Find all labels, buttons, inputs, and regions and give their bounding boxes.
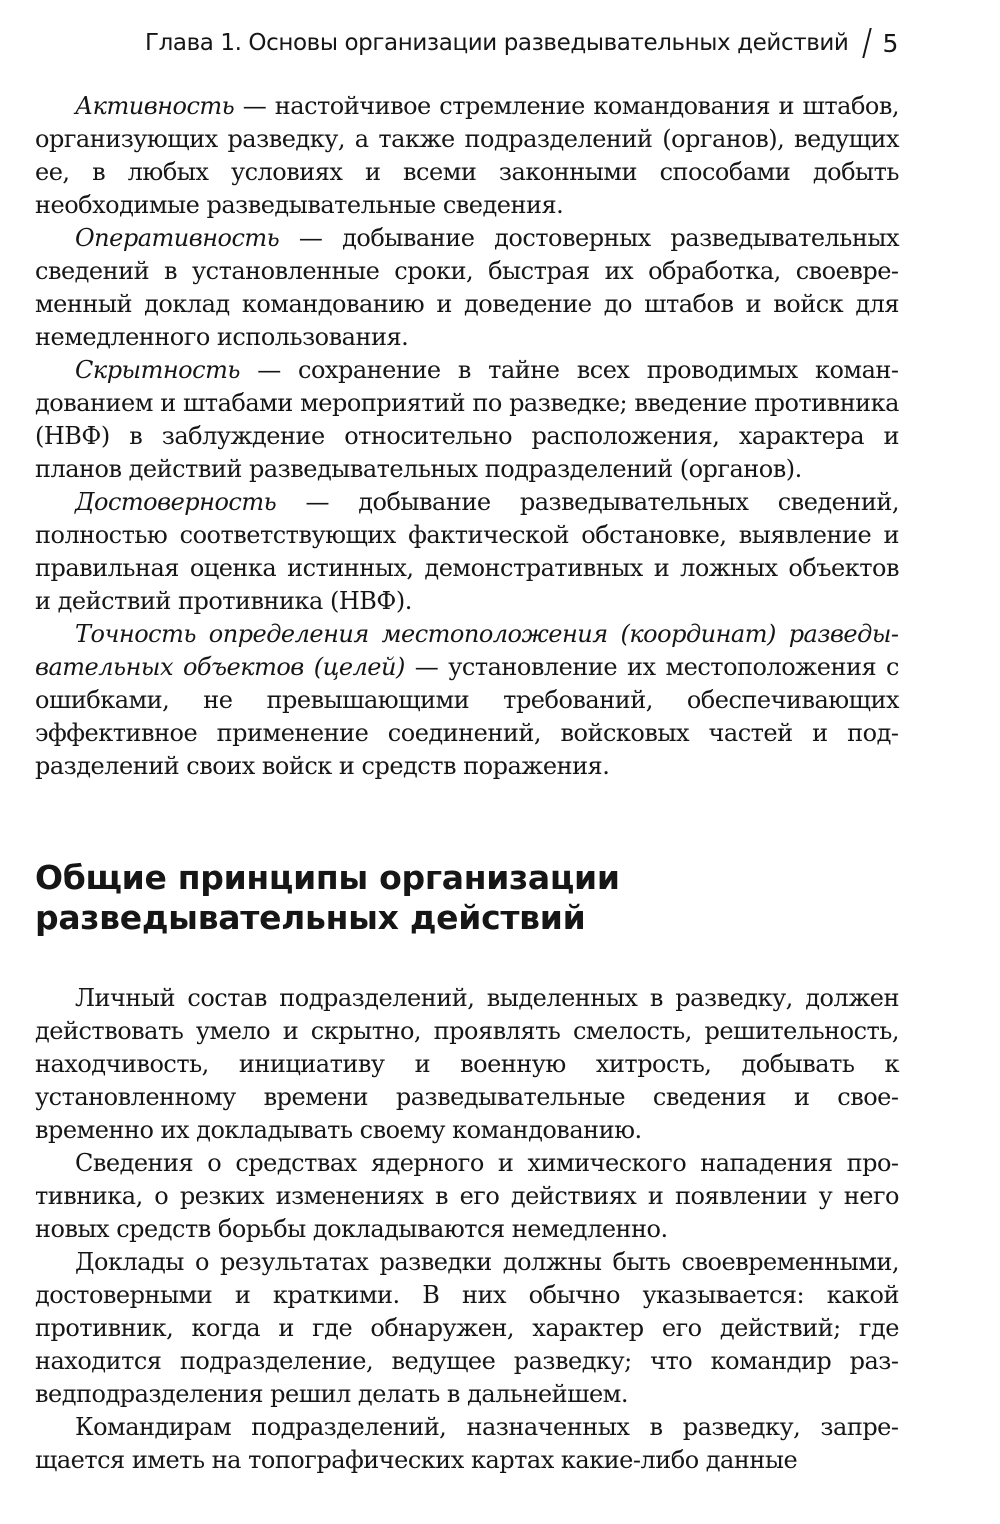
definition-term: Активность [75,92,235,120]
section-heading-line: разведывательных действий [35,898,586,937]
definition-text: — добывание разведывательных сведений, полностью соответствующих фактической обстановке, выявление и правильная оценка истинных, демонстративных и ложных объектов и действий противника (НВФ). [35,488,899,615]
definition-paragraph [35,486,899,618]
chapter-title: Глава 1. Основы организации разведывательных действий [144,30,849,56]
definition-term: Достоверность [75,488,277,516]
section-heading [35,858,835,938]
definition-term: Скрытность [75,356,240,384]
definition-paragraph [35,90,899,222]
page-number: 5 [882,28,898,58]
definition-text: — сохранение в тайне всех проводимых командованием и штабами мероприятий по разведке; введение противника (НВФ) в заблуждение относительно расположения, характера и планов действий разведывательных подразделений (органов). [35,356,899,483]
definitions-block [35,90,899,783]
definition-term: Точность определения местоположения (координат) разведывательных объектов (целей) [35,620,899,681]
definition-paragraph [35,222,899,354]
body-paragraph: Командирам подразделений, назначенных в разведку, запрещается иметь на топографических картах какие-либо данные [35,1413,899,1474]
definition-text: — установление их местоположения с ошибками, не превышающими требований, обеспечивающих эффективное применение соединений, войсковых частей и подразделений своих войск и средств поражения. [35,653,900,780]
body-paragraph: Доклады о результатах разведки должны быть своевременными, достоверными и краткими. В них обычно указывается: какой противник, когда и где обнаружен, характер его действий; где находится подразделение, ведущее разведку; что командир разведподразделения решил делать в дальнейшем. [35,1248,899,1408]
section-heading-line: Общие принципы организации [35,858,620,897]
definition-text: — настойчивое стремление командования и штабов, организующих разведку, а также подразделений (органов), ведущих ее, в любых условиях и всеми законными способами добыть необходимые разведывательные сведения. [35,92,899,219]
definition-paragraph [35,354,899,486]
definition-text: — добывание достоверных разведывательных сведений в установленные сроки, быстрая их обработка, своевременный доклад командованию и доведение до штабов и войск для немедленного использования. [35,224,899,351]
running-header [100,28,898,68]
definition-paragraph [35,618,899,783]
body-paragraph: Сведения о средствах ядерного и химического нападения противника, о резких изменениях в его действиях и появлении у него новых средств борьбы докладываются немедленно. [35,1149,899,1243]
section-body [35,982,899,1477]
header-separator [863,28,872,58]
definition-term: Оперативность [75,224,280,252]
body-paragraph: Личный состав подразделений, выделенных в разведку, должен действовать умело и скрытно, проявлять смелость, решительность, находчивость, инициативу и военную хитрость, добывать к установленному времени разведывательные сведения и своевременно их докладывать своему командованию. [35,984,899,1144]
